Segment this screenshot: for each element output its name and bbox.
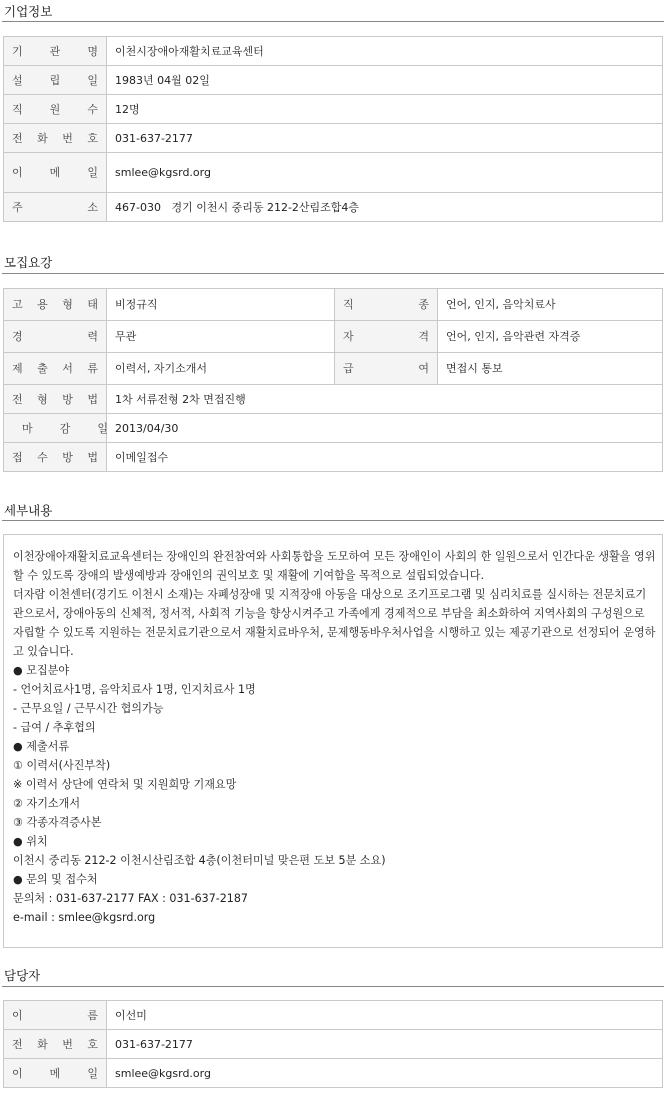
table-row: [4, 385, 663, 414]
phone-label: [4, 124, 107, 153]
label-char: 이: [12, 166, 23, 179]
label-char: 설: [12, 73, 23, 87]
detail-line: - 급여 / 추후협의: [13, 721, 96, 734]
label-char: 립: [49, 73, 61, 87]
documents-label: [4, 353, 107, 385]
company-divider: [2, 21, 664, 22]
label-char: 기: [12, 44, 23, 58]
label-char: 관: [49, 44, 61, 58]
detail-line: - 언어치료사1명, 음악치료사 1명, 인지치료사 1명: [13, 683, 256, 696]
table-row: [4, 124, 663, 153]
label-char: 이: [12, 1008, 23, 1022]
label-char: 마: [22, 421, 33, 435]
phone-value: 031-637-2177: [107, 124, 663, 153]
label-char: 여: [418, 362, 429, 375]
detail-line: 이천시 중리동 212-2 이천시산림조합 4층(이천터미널 맞은편 도보 5분 소요): [13, 854, 386, 867]
label-char: 용: [37, 298, 48, 311]
employees-label: [4, 95, 107, 124]
label-char: 류: [87, 362, 98, 375]
detail-intro-2: 더자람 이천센터(경기도 이천시 소재)는 자폐성장애 및 지적장애 아동을 대상으로 조기프로그램 및 심리치료를 실시하는 전문치료기관으로서, 장애아동의 신체적, 정서적, 사회적 기능을 향상시켜주고 가족에게 경제적으로 부담을 최소화하여 지역사회의 구성원으로 자립할 수 있도록 지원하는 전문치료기관으로서 재활치료바우처, 문제행동바우처사업을 시행하고 있는 제공기관으로 선정되어 운영하고 있습니다.: [13, 588, 656, 658]
company-section-title: 기업정보: [4, 4, 53, 19]
label-char: 번: [62, 1037, 73, 1051]
deadline-value: 2013/04/30: [107, 414, 663, 443]
company-info-table: [3, 36, 663, 222]
contact-table: [3, 1000, 663, 1088]
label-char: 직: [12, 102, 23, 116]
label-char: 출: [37, 362, 48, 375]
table-row: [4, 443, 663, 472]
table-row: [4, 153, 663, 193]
label-char: 형: [62, 298, 73, 311]
job-type-value: 언어, 인지, 음악치료사: [438, 289, 663, 321]
detail-line: ● 위치: [13, 835, 48, 848]
selection-method-label: [4, 385, 107, 414]
label-char: 메: [49, 166, 61, 179]
label-char: 직: [343, 298, 354, 311]
label-char: 방: [62, 450, 73, 464]
label-char: 명: [87, 44, 98, 58]
founded-label: [4, 66, 107, 95]
detail-line: ③ 각종자격증사본: [13, 816, 102, 829]
table-row: [4, 37, 663, 66]
recruit-section-title: 모집요강: [4, 255, 53, 270]
company-name-value: 이천시장애아재활치료교육센터: [107, 37, 663, 66]
label-char: 력: [87, 330, 98, 343]
recruit-divider: [2, 273, 664, 274]
label-char: 번: [62, 131, 73, 145]
detail-intro-1: 이천장애아재활치료교육센터는 장애인의 완전참여와 사회통합을 도모하여 모든 장애인이 사회의 한 일원으로서 인간다운 생활을 영위할 수 있도록 장애의 발생예방과 장애인의 권익보호 및 재활에 기여함을 목적으로 설립되었습니다.: [13, 550, 656, 582]
detail-line: - 근무요일 / 근무시간 협의가능: [13, 702, 164, 715]
employees-value: 12명: [107, 95, 663, 124]
job-type-label: [335, 289, 438, 321]
contact-name-label: [4, 1001, 107, 1030]
detail-line[interactable]: e-mail : smlee@kgsrd.org: [13, 911, 156, 924]
detail-section-title: 세부내용: [4, 503, 53, 518]
label-char: 주: [12, 200, 23, 214]
label-char: 수: [37, 450, 48, 464]
contact-divider: [2, 986, 664, 987]
label-char: 감: [59, 421, 71, 435]
label-char: 법: [87, 450, 98, 464]
label-char: 화: [37, 131, 48, 145]
employment-type-value: 비정규직: [107, 289, 335, 321]
recruit-table: [3, 288, 663, 472]
contact-phone-label: [4, 1030, 107, 1059]
label-char: 일: [87, 166, 98, 179]
detail-divider: [2, 520, 664, 521]
label-char: 수: [87, 102, 98, 116]
label-char: 화: [37, 1037, 48, 1051]
detail-box: [3, 534, 663, 948]
email-value[interactable]: smlee@kgsrd.org: [107, 153, 663, 193]
label-char: 제: [12, 362, 23, 375]
founded-value: 1983년 04월 02일: [107, 66, 663, 95]
label-char: 이: [12, 1066, 23, 1080]
application-method-label: [4, 443, 107, 472]
table-row: [4, 353, 663, 385]
label-char: 소: [87, 200, 98, 214]
contact-name-value: 이선미: [107, 1001, 663, 1030]
table-row: [4, 66, 663, 95]
label-char: 형: [37, 392, 48, 406]
label-char: 전: [12, 392, 23, 406]
label-char: 격: [418, 330, 429, 343]
label-char: 전: [12, 131, 23, 145]
label-char: 일: [87, 73, 98, 87]
label-char: 태: [87, 298, 98, 311]
table-row: [4, 95, 663, 124]
detail-line: ※ 이력서 상단에 연락처 및 지원희망 기재요망: [13, 778, 237, 791]
table-row: [4, 1001, 663, 1030]
salary-label: [335, 353, 438, 385]
label-char: 자: [343, 330, 354, 343]
application-method-value: 이메일접수: [107, 443, 663, 472]
label-char: 일: [97, 421, 108, 435]
label-char: 법: [87, 392, 98, 406]
career-label: [4, 321, 107, 353]
label-char: 종: [418, 298, 429, 311]
label-char: 일: [87, 1066, 98, 1080]
label-char: 원: [49, 102, 61, 116]
career-value: 무관: [107, 321, 335, 353]
label-char: 름: [87, 1008, 98, 1022]
label-char: 고: [12, 298, 23, 311]
detail-line: 문의처 : 031-637-2177 FAX : 031-637-2187: [13, 892, 248, 905]
detail-line: ● 문의 및 접수처: [13, 873, 98, 886]
detail-line: ① 이력서(사진부착): [13, 759, 111, 772]
detail-line: ● 모집분야: [13, 664, 70, 677]
label-char: 전: [12, 1037, 23, 1051]
salary-value: 면접시 통보: [438, 353, 663, 385]
label-char: 급: [343, 362, 354, 375]
detail-text: [4, 535, 662, 927]
selection-method-value: 1차 서류전형 2차 면접진행: [107, 385, 663, 414]
label-char: 방: [62, 392, 73, 406]
table-row: [4, 1030, 663, 1059]
label-char: 호: [87, 131, 98, 145]
address-value: 467-030 경기 이천시 중리동 212-2산림조합4층: [107, 193, 663, 222]
detail-line: ● 제출서류: [13, 740, 70, 753]
label-char: 서: [62, 362, 73, 375]
qualification-value: 언어, 인지, 음악관련 자격증: [438, 321, 663, 353]
qualification-label: [335, 321, 438, 353]
label-char: 메: [49, 1066, 61, 1080]
label-char: 접: [12, 450, 23, 464]
documents-value: 이력서, 자기소개서: [107, 353, 335, 385]
detail-line: ② 자기소개서: [13, 797, 81, 810]
table-row: [4, 289, 663, 321]
deadline-label: [4, 414, 107, 443]
company-name-label: [4, 37, 107, 66]
contact-email-label: [4, 1059, 107, 1088]
email-label: [4, 153, 107, 193]
contact-section-title: 담당자: [4, 968, 41, 983]
table-row: [4, 193, 663, 222]
address-label: [4, 193, 107, 222]
contact-email-value[interactable]: smlee@kgsrd.org: [107, 1059, 663, 1088]
table-row: [4, 1059, 663, 1088]
table-row: [4, 414, 663, 443]
label-char: 경: [12, 330, 23, 343]
label-char: 호: [87, 1037, 98, 1051]
contact-phone-value: 031-637-2177: [107, 1030, 663, 1059]
table-row: [4, 321, 663, 353]
employment-type-label: [4, 289, 107, 321]
